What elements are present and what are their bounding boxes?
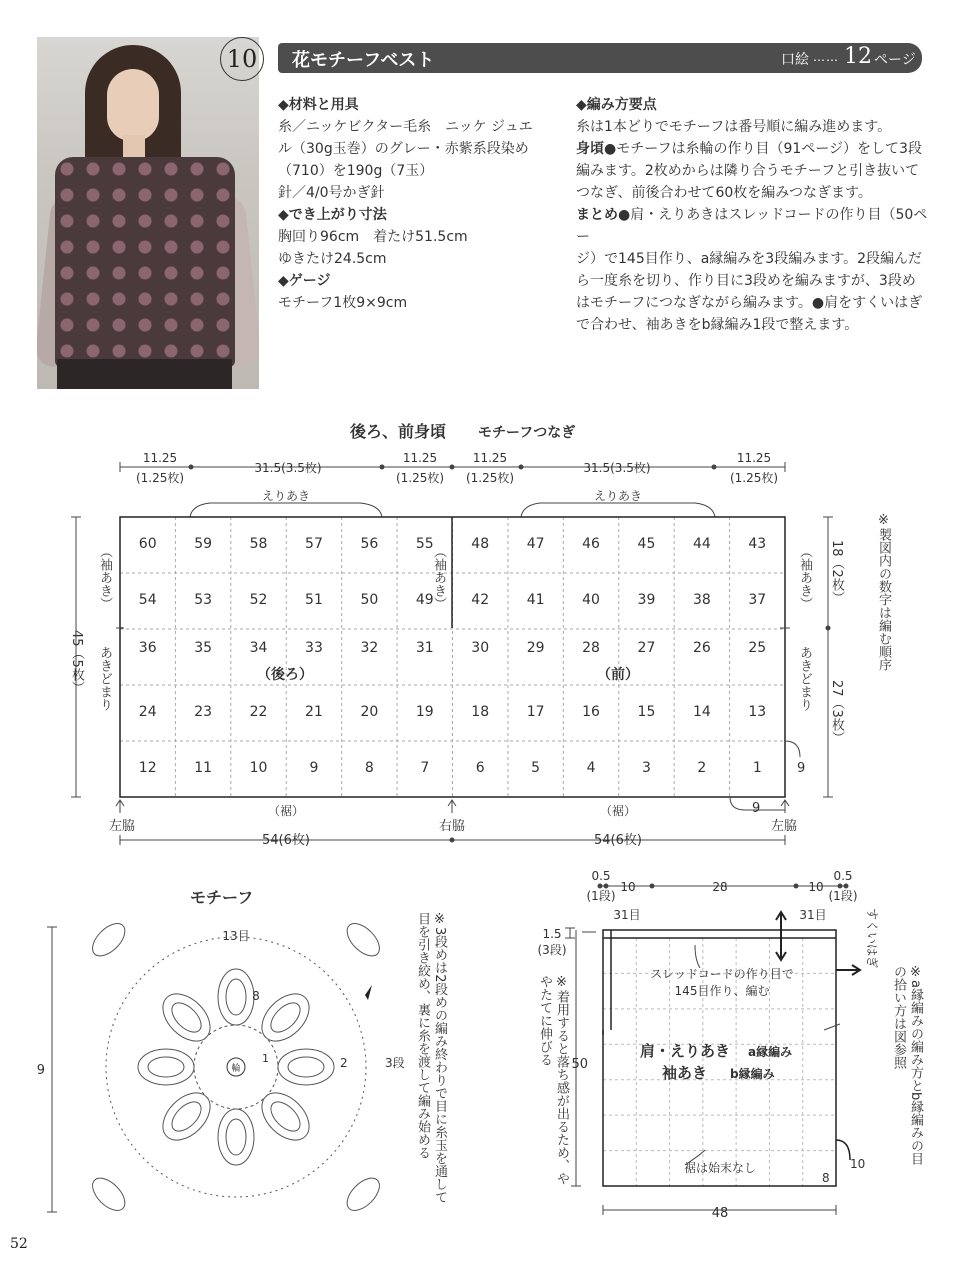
motif-number: 53 [194, 592, 213, 608]
motif-number: 17 [526, 704, 545, 720]
center-label: 輪 [231, 1064, 241, 1074]
pattern-title: 花モチーフベスト [292, 50, 435, 71]
motif-petal-inner [266, 998, 306, 1038]
sleeve-opening-label: （袖あき） [431, 545, 446, 610]
points-line: はモチーフにつなぎながら編みます。●肩をすくいはぎ [576, 295, 923, 311]
materials-line: 針／4/0号かぎ針 [278, 185, 385, 201]
edge-label-1-type: a縁編み [748, 1045, 793, 1059]
motif-number: 36 [138, 640, 157, 656]
cord-label: 145目作り、編む [674, 984, 770, 998]
motif-number: 34 [249, 640, 268, 656]
edge-left-dim: 1.5 [542, 927, 562, 941]
dim-top: 11.25 [142, 451, 178, 465]
motif-petal-inner [226, 1119, 246, 1155]
motif-number: 29 [526, 640, 545, 656]
motif-number: 40 [582, 592, 600, 608]
edge-st31: 31目 [799, 908, 827, 922]
motif-number: 42 [471, 592, 490, 608]
start-marker [365, 985, 372, 1000]
cord-label: スレッドコードの作り目で [650, 967, 794, 981]
front-label: （前） [597, 667, 639, 683]
points-heading: ◆編み方要点 [576, 97, 657, 113]
motif-corner-leaf [87, 1172, 131, 1216]
dim-top: (1.25枚) [135, 471, 185, 485]
motif-number: 54 [138, 592, 157, 608]
motif-number: 24 [138, 704, 157, 720]
motif-petal [253, 985, 318, 1050]
motif-number: 30 [471, 640, 490, 656]
motif-number: 1 [752, 760, 762, 776]
motif-number: 47 [526, 536, 545, 552]
motif-number: 22 [249, 704, 268, 720]
motif-number: 46 [582, 536, 600, 552]
body-label: 身頃 [576, 141, 604, 157]
left-side-label: 左脇 [108, 819, 136, 834]
ref-label: 口絵 [781, 52, 809, 68]
right-side-label: 右脇 [438, 819, 466, 834]
back-label: （後ろ） [257, 667, 313, 683]
motif-petal [138, 1049, 194, 1085]
dim-top: (1.25枚) [729, 471, 779, 485]
page-number: 52 [10, 1236, 28, 1252]
lower-dim: 27（3枚） [829, 680, 844, 744]
motif-number: 18 [471, 704, 490, 720]
motif-petal [154, 1084, 219, 1149]
motif-number: 8 [364, 760, 374, 776]
motif-number: 37 [748, 592, 767, 608]
ref-suffix: ページ [874, 52, 916, 68]
edge-dim: 10 [808, 880, 824, 894]
motif-number: 13 [748, 704, 767, 720]
motif-number: 23 [194, 704, 213, 720]
motif-number: 16 [582, 704, 600, 720]
motif-petal [154, 985, 219, 1050]
dim-top: 31.5(3.5枚) [583, 461, 651, 475]
motif-number: 3 [641, 760, 651, 776]
motif-number: 5 [531, 760, 541, 776]
hem-label: （裾） [267, 804, 305, 818]
motif-number: 56 [360, 536, 379, 552]
upper-dim: 18（2枚） [829, 540, 844, 604]
opening-stop-label: あきどまり [797, 646, 812, 711]
motif-petal-inner [266, 1097, 306, 1137]
edge-label-1: 肩・えりあき [640, 1042, 731, 1060]
motif-petal [253, 1084, 318, 1149]
motif-number: 31 [415, 640, 434, 656]
size-heading: ◆でき上がり寸法 [278, 207, 387, 223]
round-1-label: 1 [262, 1052, 269, 1065]
size-line: 胸回り96cm 着たけ51.5cm [278, 229, 468, 245]
motif-number: 59 [194, 536, 213, 552]
motif-corner-leaf [341, 918, 385, 962]
diagram-subtitle: モチーフつなぎ [478, 425, 576, 441]
edge-width: 48 [711, 1206, 729, 1221]
edge-label-2: 袖あき [662, 1064, 708, 1082]
gauge-heading: ◆ゲージ [278, 273, 331, 289]
edge-note-right: ※a縁編みの編み方とb縁編みの目の拾い方は図参照 [891, 965, 923, 1166]
edge-note-left: ※着用すると落ち感が出るため、ややたてに伸びる [537, 975, 569, 1185]
round-2-label: 2 [340, 1056, 348, 1070]
motif-corner-leaf [341, 1172, 385, 1216]
motif-dim: 9 [36, 1063, 45, 1078]
height-label: 45（5枚） [69, 630, 84, 694]
materials-line: ル（30g玉巻）のグレー・赤紫系段染め [278, 141, 529, 157]
points-line: 編みます。2枚めからは隣り合うモチーフと引き抜いて [576, 163, 920, 179]
motif-number: 52 [249, 592, 268, 608]
edge-left-dim: (3段) [537, 943, 567, 957]
motif-title: モチーフ [190, 888, 254, 907]
diagram-title: 後ろ、前身頃 [350, 422, 447, 441]
points-line: ジ）で145目作り、a縁編みを3段編みます。2段編んだ [576, 251, 922, 267]
edge-dim: (1段) [586, 889, 616, 903]
edge-dim: (1段) [828, 889, 858, 903]
motif-corner-leaf [87, 918, 131, 962]
motif-number: 33 [305, 640, 323, 656]
edge-label-2-type: b縁編み [730, 1067, 775, 1081]
neck-label: えりあき [593, 489, 643, 503]
points-line: ら一度糸を切り、作り目に3段めを編みますが、3段め [576, 273, 916, 289]
ref-dots: …… [813, 50, 839, 64]
materials-line: 糸／ニッケビクター毛糸 ニッケ ジュエ [278, 119, 533, 135]
motif-number: 9 [309, 760, 319, 776]
motif-petal-inner [167, 998, 207, 1038]
motif-number: 35 [194, 640, 213, 656]
motif-number: 32 [360, 640, 379, 656]
finish-label: まとめ [576, 207, 618, 223]
points-line: で合わせ、袖あきをb縁編み1段で整えます。 [576, 317, 859, 333]
motif-number: 6 [475, 760, 485, 776]
dim-top: (1.25枚) [395, 471, 445, 485]
dim-top: (1.25枚) [465, 471, 515, 485]
motif-number: 27 [637, 640, 656, 656]
motif-number: 50 [360, 592, 379, 608]
edge-eight: 8 [822, 1171, 830, 1185]
motif-number: 55 [415, 536, 434, 552]
sleeve-opening-label: （袖あき） [797, 545, 812, 610]
hem-note: 裾は始末なし [683, 1161, 757, 1175]
left-side-label: 左脇 [770, 819, 798, 834]
materials-heading: ◆材料と用具 [278, 97, 359, 113]
sleeve-opening-label: （袖あき） [97, 545, 112, 610]
motif-petal [218, 1109, 254, 1165]
motif-chart [0, 870, 460, 1230]
motif-number: 12 [138, 760, 157, 776]
motif-number: 21 [305, 704, 323, 720]
width-label: 54(6枚) [594, 833, 642, 848]
motif-number: 11 [194, 760, 213, 776]
edge-dim: 10 [620, 880, 636, 894]
motif-number: 44 [692, 536, 711, 552]
join-label: すくいはぎ [865, 908, 879, 969]
motif-petal [218, 969, 254, 1025]
motif-number: 45 [637, 536, 656, 552]
body-text: ●モチーフは糸輪の作り目（91ページ）をして3段 [604, 141, 922, 157]
motif-number: 4 [586, 760, 596, 776]
stitch-count-13: 13目 [222, 929, 250, 943]
motif-petal-inner [226, 979, 246, 1015]
diagram-note: ※製図内の数字は編む順序 [876, 513, 891, 671]
motif-petal-inner [288, 1057, 324, 1077]
dim-top: 31.5(3.5枚) [254, 461, 322, 475]
motif-petal-inner [148, 1057, 184, 1077]
motif-number: 26 [692, 640, 711, 656]
edge-dim: 0.5 [591, 869, 611, 883]
points-line: 糸は1本どりでモチーフは番号順に編み進めます。 [576, 119, 892, 135]
size-line: ゆきたけ24.5cm [278, 251, 387, 267]
motif-petal-inner [167, 1097, 207, 1137]
motif-number: 15 [637, 704, 656, 720]
dim-top: 11.25 [472, 451, 508, 465]
edge-ten: 10 [850, 1157, 866, 1171]
edge-dim: 0.5 [833, 869, 853, 883]
motif-number: 14 [692, 704, 711, 720]
motif-number: 10 [249, 760, 268, 776]
motif-number: 43 [748, 536, 767, 552]
corner-dim: 9 [797, 761, 806, 776]
motif-number: 57 [305, 536, 323, 552]
motif-number: 48 [471, 536, 490, 552]
pattern-number: 10 [220, 37, 264, 81]
motif-number: 7 [420, 760, 430, 776]
motif-number: 38 [692, 592, 711, 608]
edge-height: 50 [571, 1057, 588, 1072]
motif-number: 28 [582, 640, 600, 656]
ref-page: 12 [844, 44, 872, 69]
width-label: 54(6枚) [262, 833, 310, 848]
motif-petal [278, 1049, 334, 1085]
motif-number: 41 [526, 592, 545, 608]
materials-line: （710）を190g（7玉） [278, 163, 434, 179]
round-3-label: 3段 [385, 1056, 405, 1070]
motif-number: 19 [415, 704, 434, 720]
motif-number: 51 [305, 592, 323, 608]
motif-note: ※3段めは2段めの編み終わりで目に糸玉を通して目を引き絞め、裏に糸を渡して編み始める [415, 912, 447, 1204]
finish-text: ●肩・えりあきはスレッドコードの作り目（50ペー [576, 207, 928, 245]
motif-number: 25 [748, 640, 767, 656]
gauge-line: モチーフ1枚9×9cm [278, 295, 408, 311]
motif-number: 39 [637, 592, 656, 608]
motif-number: 2 [697, 760, 707, 776]
edge-dim: 28 [712, 880, 728, 894]
stitch-count-8: 8 [252, 989, 260, 1003]
points-line: つなぎ、前後合わせて60枚を編みつなぎます。 [576, 185, 872, 201]
corner-dim: 9 [752, 801, 761, 816]
dim-top: 11.25 [736, 451, 772, 465]
motif-number: 58 [249, 536, 268, 552]
dim-top: 11.25 [402, 451, 438, 465]
opening-stop-label: あきどまり [97, 646, 112, 711]
neck-label: えりあき [261, 489, 311, 503]
motif-number: 20 [360, 704, 379, 720]
motif-number: 60 [138, 536, 157, 552]
edge-st31: 31目 [613, 908, 641, 922]
hem-label: （裾） [599, 804, 637, 818]
motif-number: 49 [415, 592, 434, 608]
